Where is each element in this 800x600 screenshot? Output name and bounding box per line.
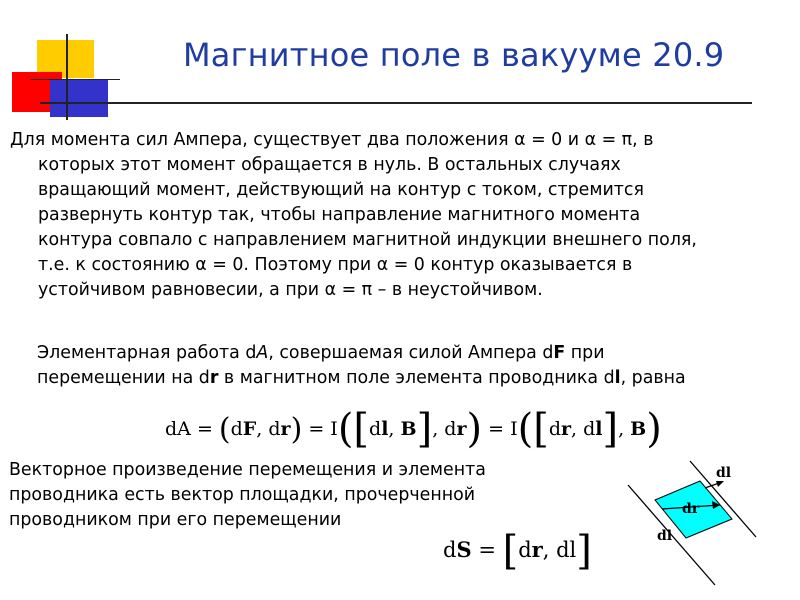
title-divider <box>40 102 752 104</box>
paragraph-area-vector <box>9 458 486 533</box>
eq-term: B <box>400 418 417 440</box>
text-fragment: , равна <box>620 368 686 388</box>
paragraph1-line: т.е. к состоянию α = 0. Поэтому при α = 0 контур оказывается в <box>38 255 633 275</box>
deco-vertical-line <box>66 34 68 120</box>
text-fragment: Элементарная работа d <box>37 343 257 363</box>
paragraph3-line: Векторное произведение перемещения и элемента <box>9 460 486 480</box>
deco-blue-square <box>50 79 108 117</box>
eq-bracket: ( <box>337 406 354 452</box>
text-fragment: l <box>614 368 621 388</box>
label-dr: dr <box>682 501 700 517</box>
eq-term: = <box>196 418 213 440</box>
paragraph1-line: вращающий момент, действующий на контур с током, стремится <box>38 180 644 200</box>
eq-term: l <box>595 418 603 440</box>
eq-term: F <box>242 418 257 440</box>
eq-term: = <box>488 418 505 440</box>
eq-term: , <box>618 418 631 440</box>
text-fragment: , совершаемая силой Ампера d <box>268 343 554 363</box>
text-fragment: при <box>565 343 605 363</box>
eq-term: , d <box>256 418 281 440</box>
eq-term: l <box>569 538 577 562</box>
text-fragment: r <box>209 368 219 388</box>
eq-term: d <box>230 418 243 440</box>
eq-term: = <box>478 538 496 562</box>
paragraph3-line: проводника есть вектор площадки, прочерченной <box>9 485 476 505</box>
text-fragment: перемещении на d <box>37 368 210 388</box>
label-dl-left: dl <box>657 528 673 544</box>
label-dl-top: dl <box>716 465 732 481</box>
equation-area: dS = [dr, dl] <box>443 528 592 574</box>
paragraph3-line: проводником при его перемещении <box>9 510 342 530</box>
eq-term: r <box>280 418 291 440</box>
text-fragment: в магнитном поле элемента проводника d <box>218 368 615 388</box>
paragraph1-line: Для момента сил Ампера, существует два положения α = 0 и α = π, в <box>10 130 654 150</box>
eq-term: r <box>531 537 543 562</box>
paragraph1-line: устойчивом равновесии, а при α = π – в неустойчивом. <box>38 280 543 300</box>
eq-term: I <box>510 418 518 440</box>
equation-work: dA = (dF, dr) = I([dl, B], dr) = I([dr, dl], B) <box>165 406 662 452</box>
text-fragment: A <box>256 343 269 363</box>
slide-title: Магнитное поле в вакууме 20.9 <box>183 36 725 74</box>
deco-horizontal-line <box>30 79 120 80</box>
eq-term: d <box>369 418 382 440</box>
dl-arrowhead-top <box>716 481 724 487</box>
paragraph-elementary-work <box>37 341 686 391</box>
eq-term: I <box>330 418 338 440</box>
eq-term: = <box>308 418 325 440</box>
eq-term: dA <box>165 418 191 440</box>
eq-bracket: ) <box>290 412 303 447</box>
area-diagram <box>620 455 760 595</box>
paragraph1-line: которых этот момент обращается в нуль. В остальных случаях <box>38 155 621 175</box>
eq-term: l <box>381 418 389 440</box>
eq-term: B <box>630 418 647 440</box>
eq-term: r <box>560 418 571 440</box>
paragraph2-line2 <box>37 366 686 391</box>
eq-term: d <box>443 538 457 562</box>
paragraph-ampere-moment <box>10 128 697 303</box>
eq-term: , d <box>432 418 457 440</box>
eq-term: d <box>518 538 532 562</box>
eq-term: , d <box>542 538 570 562</box>
eq-term: S <box>456 537 472 562</box>
paragraph1-line: контура совпало с направлением магнитной индукции внешнего поля, <box>38 230 697 250</box>
eq-term: , <box>388 418 401 440</box>
paragraph2-line1 <box>37 341 686 366</box>
eq-term: r <box>456 418 467 440</box>
text-fragment: F <box>553 343 566 363</box>
eq-term: d <box>548 418 561 440</box>
paragraph1-line: развернуть контур так, чтобы направление магнитного момента <box>38 205 641 225</box>
eq-term: , d <box>571 418 596 440</box>
eq-bracket: ( <box>218 412 231 447</box>
